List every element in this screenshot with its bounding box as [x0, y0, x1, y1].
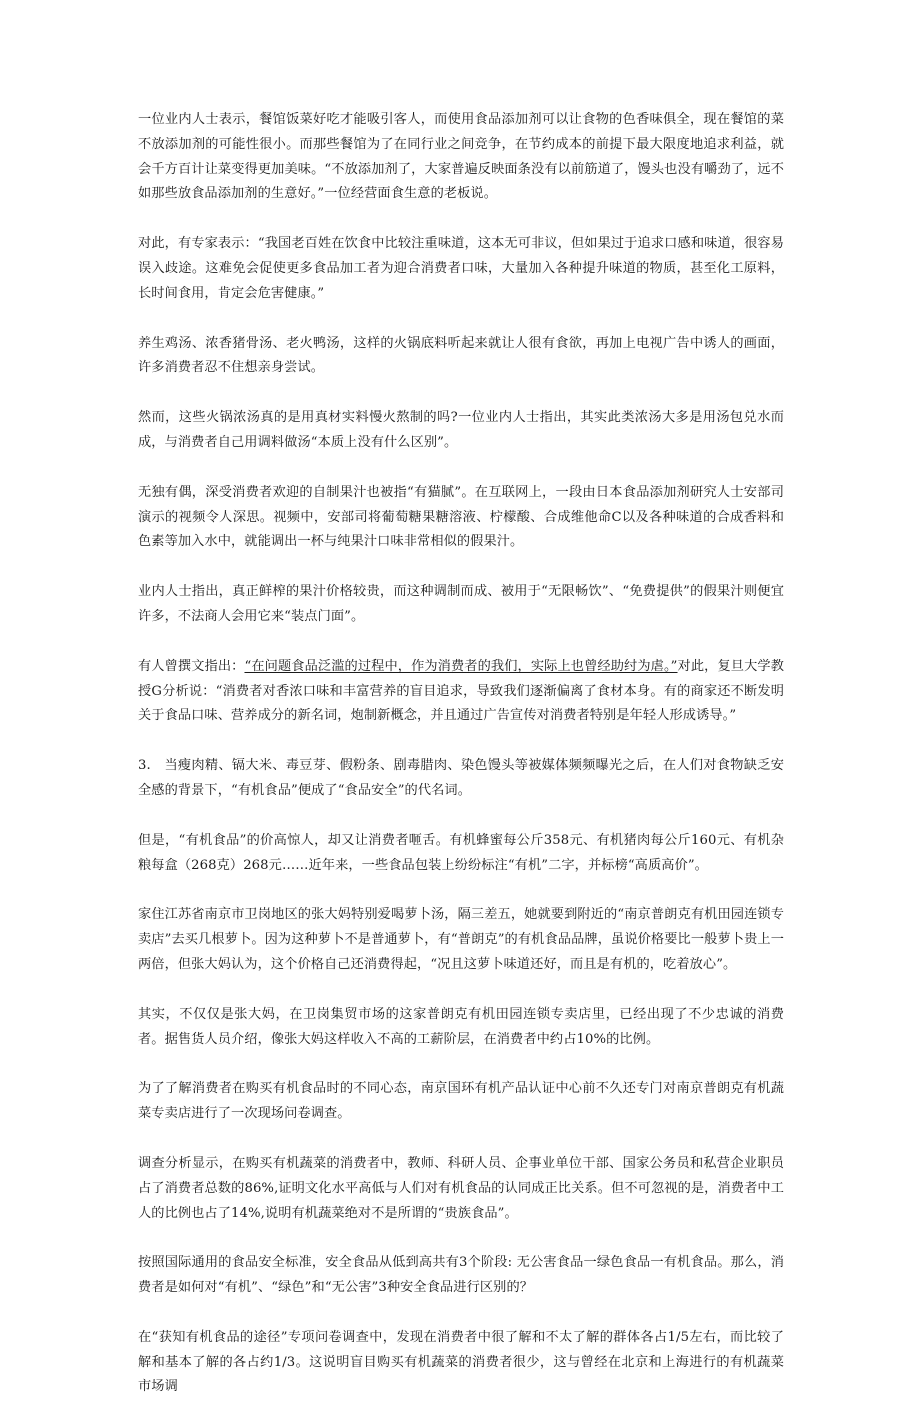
paragraph: 按照国际通用的食品安全标准，安全食品从低到高共有3个阶段: 无公害食品一绿色食品一有机食品。那么，消费者是如何对“有机”、“绿色”和“无公害”3种安全食品进行区别的？: [138, 1255, 784, 1296]
paragraph: 对此，有专家表示：“我国老百姓在饮食中比较注重味道，这本无可非议，但如果过于追求口感和味道，很容易误入歧途。这难免会促使更多食品加工者为迎合消费者口味，大量加入各种提升味道的物质，甚至化工原料，长时间食用，肯定会危害健康。”: [138, 236, 784, 301]
paragraph: 无独有偶，深受消费者欢迎的自制果汁也被指“有猫腻”。在互联网上，一段由日本食品添加剂研究人士安部司演示的视频令人深思。视频中，安部司将葡萄糖果糖溶液、柠檬酸、合成维他命C以及各种味道的合成香料和色素等加入水中，就能调出一杯与纯果汁口味非常相似的假果汁。: [138, 484, 784, 550]
paragraph: 业内人士指出，真正鲜榨的果汁价格较贵，而这种调制而成、被用于“无限畅饮”、“免费提供”的假果汁则便宜许多，不法商人会用它来“装点门面”。: [138, 584, 784, 624]
paragraph: 养生鸡汤、浓香猪骨汤、老火鸭汤，这样的火锅底料听起来就让人很有食欲，再加上电视广告中诱人的画面，许多消费者忍不住想亲身尝试。: [138, 335, 784, 376]
paragraph: 为了了解消费者在购买有机食品时的不同心态，南京国环有机产品认证中心前不久还专门对南京普朗克有机蔬菜专卖店进行了一次现场问卷调查。: [138, 1081, 784, 1122]
paragraph: 家住江苏省南京市卫岗地区的张大妈特别爱喝萝卜汤，隔三差五，她就要到附近的“南京普朗克有机田园连锁专卖店”去买几根萝卜。因为这种萝卜不是普通萝卜，有“普朗克”的有机食品品牌，虽说价格要比一般萝卜贵上一两倍，但张大妈认为，这个价格自己还消费得起，“况且这萝卜味道还好，而且是有机的，吃着放心”。: [138, 907, 784, 972]
document-page: [138, 108, 784, 1425]
paragraph: 其实，不仅仅是张大妈，在卫岗集贸市场的这家普朗克有机田园连锁专卖店里，已经出现了不少忠诚的消费者。据售货人员介绍，像张大妈这样收入不高的工薪阶层，在消费者中约占10%的比例。: [138, 1006, 784, 1047]
paragraph: 但是，“有机食品”的价高惊人，却又让消费者咂舌。有机蜂蜜每公斤358元、有机猪肉每公斤160元、有机杂粮每盒（268克）268元……近年来，一些食品包装上纷纷标注“有机”二字，并标榜“高质高价”。: [138, 832, 784, 873]
paragraph: 3. 当瘦肉精、镉大米、毒豆芽、假粉条、剧毒腊肉、染色馒头等被媒体频频曝光之后，在人们对食物缺乏安全感的背景下，“有机食品”便成了“食品安全”的代名词。: [138, 758, 784, 798]
paragraph: 然而，这些火锅浓汤真的是用真材实料慢火熬制的吗?一位业内人士指出，其实此类浓汤大多是用汤包兑水而成，与消费者自己用调料做汤“本质上没有什么区别”。: [138, 410, 784, 450]
paragraph-with-underline: [138, 655, 784, 729]
paragraph: 调查分析显示，在购买有机蔬菜的消费者中，教师、科研人员、企事业单位干部、国家公务员和私营企业职员占了消费者总数的86%,证明文化水平高低与人们对有机食品的认同成正比关系。但不可忽视的是，消费者中工人的比例也占了14%,说明有机蔬菜绝对不是所谓的“贵族食品”。: [138, 1155, 784, 1221]
paragraph: 一位业内人士表示，餐馆饭菜好吃才能吸引客人，而使用食品添加剂可以让食物的色香味俱全，现在餐馆的菜不放添加剂的可能性很小。而那些餐馆为了在同行业之间竞争，在节约成本的前提下最大限度地追求利益，就会千方百计让菜变得更加美味。“不放添加剂了，大家普遍反映面条没有以前筋道了，馒头也没有嚼劲了，远不如那些放食品添加剂的生意好。”一位经营面食生意的老板说。: [138, 112, 784, 202]
paragraph-text: 对此，复旦大学教授G分析说：“消费者对香浓口味和丰富营养的盲目追求，导致我们逐渐偏离了食材本身。有的商家还不断发明关于食品口味、营养成分的新名词，炮制新概念，并且通过广告宣传对消费者特别是年轻人形成诱导。”: [138, 658, 784, 724]
underlined-quote: “在问题食品泛滥的过程中，作为消费者的我们，实际上也曾经助纣为虐。”: [244, 658, 678, 674]
paragraph: 在“获知有机食品的途径”专项问卷调查中，发现在消费者中很了解和不太了解的群体各占1/5左右，而比较了解和基本了解的各占约1/3。这说明盲目购买有机蔬菜的消费者很少，这与曾经在北京和上海进行的有机蔬菜市场调: [138, 1329, 784, 1395]
paragraph-text: 有人曾撰文指出：: [138, 658, 245, 674]
